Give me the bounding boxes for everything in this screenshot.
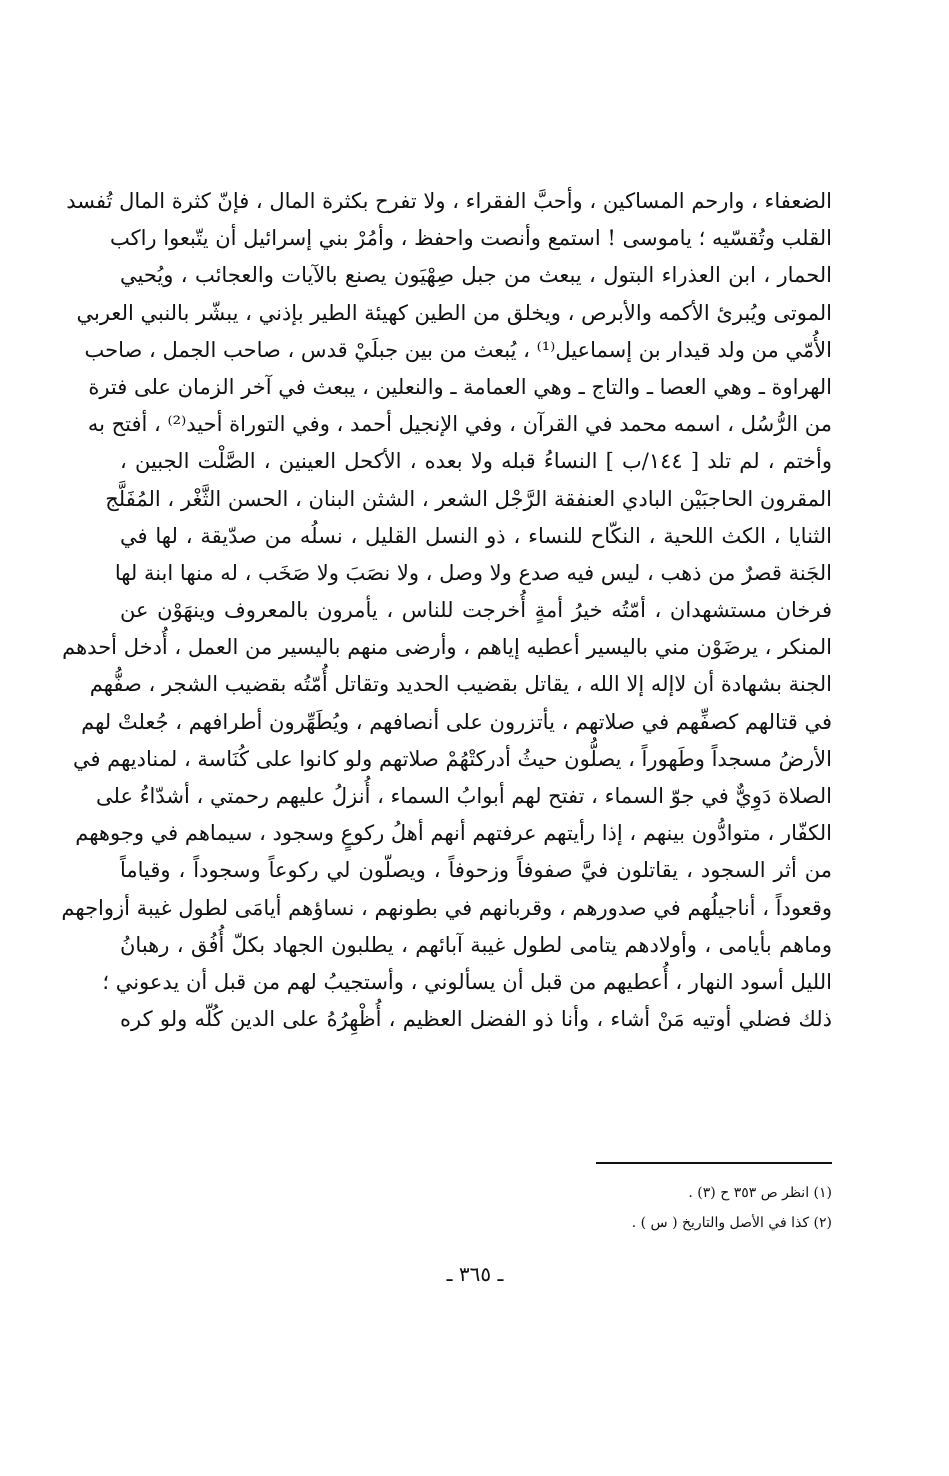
text-line: الحمار ، ابن العذراء البتول ، يبعث من جبل صِهْيَون يصنع بالآيات والعجائب ، ويُحيي (120, 263, 832, 288)
text-line: الضعفاء ، وارحم المساكين ، وأحبَّ الفقراء ، ولا تفرح بكثرة المال ، فإنّ كثرة المال تُفسد (66, 189, 832, 213)
footnote-1: (١) انظر ص ٣٥٣ ح (٣) . (688, 1185, 832, 1201)
text-line: الجنة بشهادة أن لاإله إلا الله ، يقاتل بقضيب الحديد وتقاتل أُمّتُه بقضيب الشجر ، صفُّهم (89, 672, 832, 697)
text-line: فرخان مستشهدان ، أمّتُه خيرُ أمةٍ أُخرجت للناس ، يأمرون بالمعروف وينهَوْن عن (120, 598, 832, 623)
text-line: من الرُّسُل ، اسمه محمد في القرآن ، وفي الإنجيل أحمد ، وفي التوراة أحيد⁽²⁾ ، أفتح به (87, 412, 832, 437)
text-line: الليل أسود النهار ، أُعطيهم من قبل أن يسألوني ، وأستجيبُ لهم من قبل أن يدعوني ؛ (102, 969, 832, 994)
text-line: الجَنة قصرٌ من ذهب ، ليس فيه صدع ولا وصل ، ولا نصَبَ ولا صَخَب ، له منها ابنة لها (114, 560, 832, 585)
text-line: الثنايا ، الكث اللحية ، النكّاح للنساء ، ذو النسل القليل ، نسلُه من صدّيقة ، لها في (120, 523, 832, 548)
text-line: وأختم ، لم تلد [ ١٤٤/ب ] النساءُ قبله ولا بعده ، الأكحل العينين ، الصَّلْت الجبين ، (120, 449, 832, 474)
page-number: ـ ٣٦٥ ـ (446, 1262, 504, 1286)
text-line: الصلاة دَوِيٌّ في جوّ السماء ، تفتح لهم أبوابُ السماء ، أُنزلُ عليهم رحمتي ، أشدّاءُ على (96, 784, 832, 808)
footnote-separator-rule (596, 1162, 832, 1164)
text-line: المقرون الحاجبَيْن البادي العنفقة الرَّجْل الشعر ، الشثن البنان ، الحسن الثَّغْر ، المُفَلَّج (105, 486, 832, 511)
footnotes (420, 1178, 832, 1238)
main-text-block (61, 183, 832, 1038)
text-line: المنكر ، يرضَوْن مني باليسير أعطيه إياهم ، وأرضى منهم باليسير من العمل ، أُدخل أحدهم (62, 635, 832, 660)
text-line: القلب وتُقسّيه ؛ ياموسى ! استمع وأنصت واحفظ ، وأمُرْ بني إسرائيل أن يتّبعوا راكب (109, 226, 832, 251)
text-line: الأُمّي من ولد قيدار بن إسماعيل⁽¹⁾ ، يُبعث من بين جبلَيْ قدس ، صاحب الجمل ، صاحب (84, 337, 832, 362)
text-line: الكفّار ، متوادُّون بينهم ، إذا رأيتهم عرفتهم أنهم أهلُ ركوعٍ وسجود ، سيماهم في وجوههم (75, 821, 832, 846)
text-line: الأرضُ مسجداً وطَهوراً ، يصلُّون حيثُ أدركتْهُمْ صلاتهم ولو كانوا على كُنَاسة ، لمناديهم في (72, 746, 832, 771)
text-line: من أثر السجود ، يقاتلون فيَّ صفوفاً وزحوفاً ، ويصلّون لي ركوعاً وسجوداً ، وقياماً (120, 858, 832, 883)
text-line: في قتالهم كصفِّهم في صلاتهم ، يأتزرون على أنصافهم ، ويُطَهِّرون أطرافهم ، جُعلتْ لهم (81, 709, 832, 734)
text-line: ذلك فضلي أوتيه مَنْ أشاء ، وأنا ذو الفضل العظيم ، أُظْهِرُهُ على الدين كُلّه ولو كره (120, 1007, 832, 1032)
text-line: وقعوداً ، أناجيلُهم في صدورهم ، وقربانهم في بطونهم ، نساؤهم أيامَى لطول غيبة أزواجهم (61, 895, 832, 920)
text-line: الهراوة ـ وهي العصا ـ والتاج ـ وهي العمامة ـ والنعلين ، يبعث في آخر الزمان على فترة (88, 374, 832, 399)
footnote-2: (٢) كذا في الأصل والتاريخ ( س ) . (631, 1215, 832, 1231)
text-line: الموتى ويُبرئ الأكمه والأبرص ، ويخلق من الطين كهيئة الطير بإذني ، يبشّر بالنبي العربي (76, 300, 832, 325)
text-line: وماهم بأيامى ، وأولادهم يتامى لطول غيبة آبائهم ، يطلبون الجهاد بكلّ أُفُق ، رهبانُ (120, 932, 832, 957)
